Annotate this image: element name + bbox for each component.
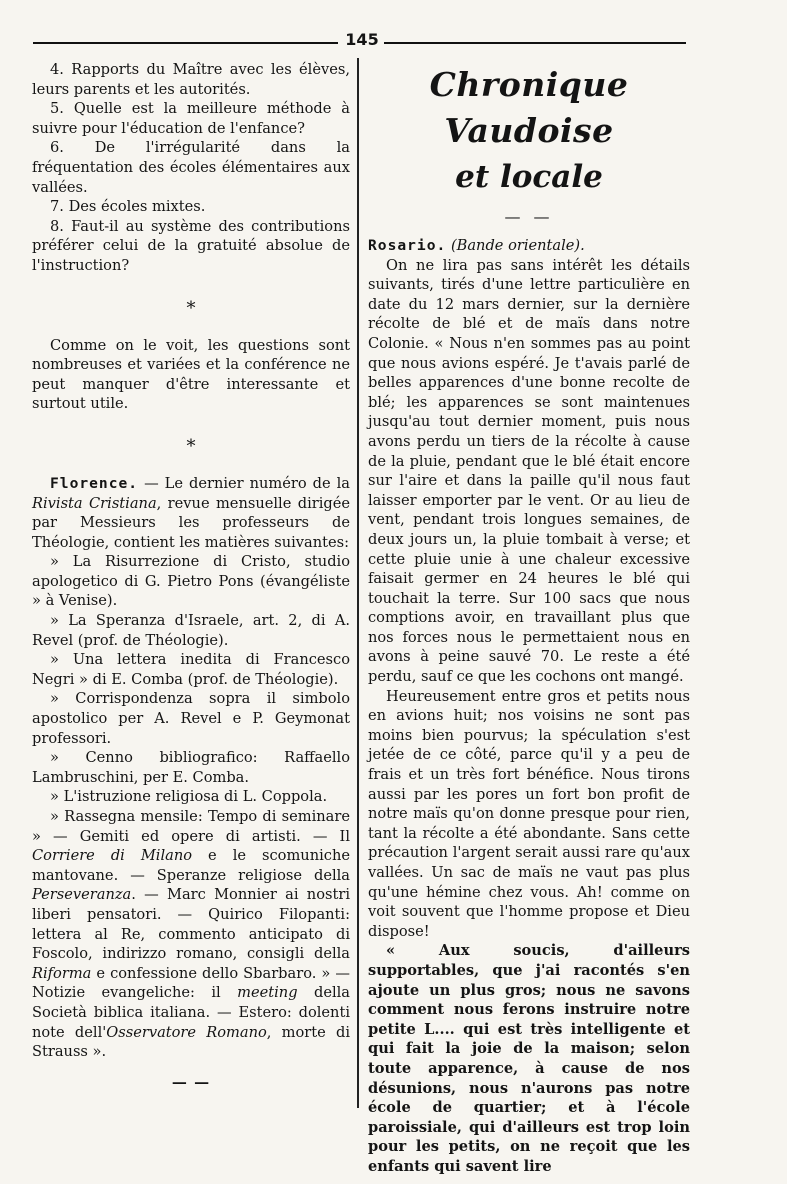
rosario-heading-line [368, 236, 690, 256]
header-rule-right [384, 42, 686, 44]
question-6: 6. De l'irrégularité dans la fréquentation des écoles élémentaires aux vallées. [32, 139, 350, 196]
contents-item: » La Risurrezione di Cristo, studio apologetico di G. Pietro Pons (évangéliste » à Venise). [32, 553, 350, 610]
contents-item: » Corrispondenza sopra il simbolo apostolico per A. Revel e P. Geymonat professori. [32, 690, 350, 747]
rassegna-item: » Rassegna mensile: Tempo di seminare » — Gemiti ed opere di artisti. — Il Corriere di Milano e le scomuniche mantovane. — Speranze religiose della Perseveranza. — Marc Monnier ai nostri liberi pensatori. — Quirico Filopanti: lettera al Re, commento anticipato di Foscolo, indirizzo romano, consigli della Riforma e confessione dello Sbarbaro. » — Notizie evangeliche: il meeting della Società biblica italiana. — Estero: dolenti note dell'Osservatore Romano, morte di Strauss ». [32, 808, 351, 1061]
contents-item: » L'istruzione religiosa di L. Coppola. [50, 788, 328, 806]
title-separator: — — [504, 207, 554, 226]
question-5: 5. Quelle est la meilleure méthode à suivre pour l'éducation de l'enfance? [32, 100, 350, 137]
right-column [368, 60, 690, 1177]
question-8: 8. Faut-il au système des contributions préférer celui de la gratuité absolue de l'instruction? [32, 217, 350, 274]
end-mark: — — [171, 1072, 211, 1091]
rosario-subheading: (Bande orientale). [450, 237, 585, 254]
header-rule-left [33, 42, 338, 44]
contents-item: » Una lettera inedita di Francesco Negri » di E. Comba (prof. de Théologie). [32, 651, 350, 688]
page-number: 145 [345, 30, 379, 49]
rosario-paragraph-2: Heureusement entre gros et petits nous en avions huit; nos voisins ne sont pas moins bien pourvus; la spéculation s'est jetée de ce côté, parce qu'il y a peu de frais et un très fort bénéfice. Nous tirons aussi par les pores un fort bon profit de notre maïs qu'on donne presque pour rien, tant la récolte a été abondante. Sans cette précaution l'argent serait aussi rare qu'aux vallées. Un sac de maïs ne vaut pas plus qu'une hémine chez vous. Ah! comme on voit souvent que l'homme propose et Dieu dispose! [368, 687, 690, 940]
column-divider [357, 58, 359, 1108]
rosario-heading: Rosario. [368, 237, 447, 254]
remark-paragraph: Comme on le voit, les questions sont nombreuses et variées et la conférence ne peut manquer d'être interessante et surtout utile. [32, 336, 350, 413]
section-separator: * [186, 435, 196, 457]
section-separator: * [186, 297, 196, 319]
contents-item: » Cenno bibliografico: Raffaello Lambruschini, per E. Comba. [32, 749, 350, 786]
chronicle-title: Chronique Vaudoise [429, 65, 629, 150]
question-4: 4. Rapports du Maître avec les élèves, leurs parents et les autorités. [32, 61, 350, 98]
rosario-paragraph-3: « Aux soucis, d'ailleurs supportables, que j'ai racontés s'en ajoute un plus gros; nous ne savons comment nous ferons instruire notre petite L.... qui est très intelligente et qui fait la joie de la maison; selon toute apparence, à cause de nos désunions, nous n'aurons pas notre école de quartier; et à l'école paroissiale, qui d'ailleurs est trop loin pour les petits, on ne reçoit que les enfants qui savent lire [368, 942, 690, 1175]
left-column [32, 60, 350, 1092]
contents-item: » La Speranza d'Israele, art. 2, di A. Revel (prof. de Théologie). [32, 612, 350, 649]
florence-heading: Florence. [50, 474, 139, 492]
rosario-paragraph-1: On ne lira pas sans intérêt les détails suivants, tirés d'une lettre particulière en date du 12 mars dernier, sur la dernière récolte de blé et de maïs dans notre Colonie. « Nous n'en sommes pas au point que nous avions espéré. Je t'avais parlé de belles apparences d'une bonne recolte de blé; les apparences se sont maintenues jusqu'au tout dernier moment, puis nous avons perdu un tiers de la récolte à cause de la pluie, pendant que le blé était encore sur l'aire et dans la paille qu'il nous faut laisser emporter par le vent. Or au lieu de vent, pendant trois longues semaines, de deux jours un, la pluie tombait à verse; et cette pluie unie à une chaleur excessive faisait germer en 24 heures le blé qui touchait la terre. Sur 100 sacs que nous comptions avoir, en travaillant plus que nos forces nous le permettaient nous en avons à peine sauvé 70. Le reste a été perdu, sauf ce que les cochons ont mangé. [368, 256, 690, 686]
question-7: 7. Des écoles mixtes. [50, 198, 206, 216]
chronicle-subtitle: et locale [455, 159, 603, 195]
florence-paragraph: Florence. — Le dernier numéro de la Rivista Cristiana, revue mensuelle dirigée par Messieurs les professeurs de Théologie, contient les matières suivantes: [32, 474, 350, 551]
review-title: Rivista Cristiana [32, 494, 157, 512]
